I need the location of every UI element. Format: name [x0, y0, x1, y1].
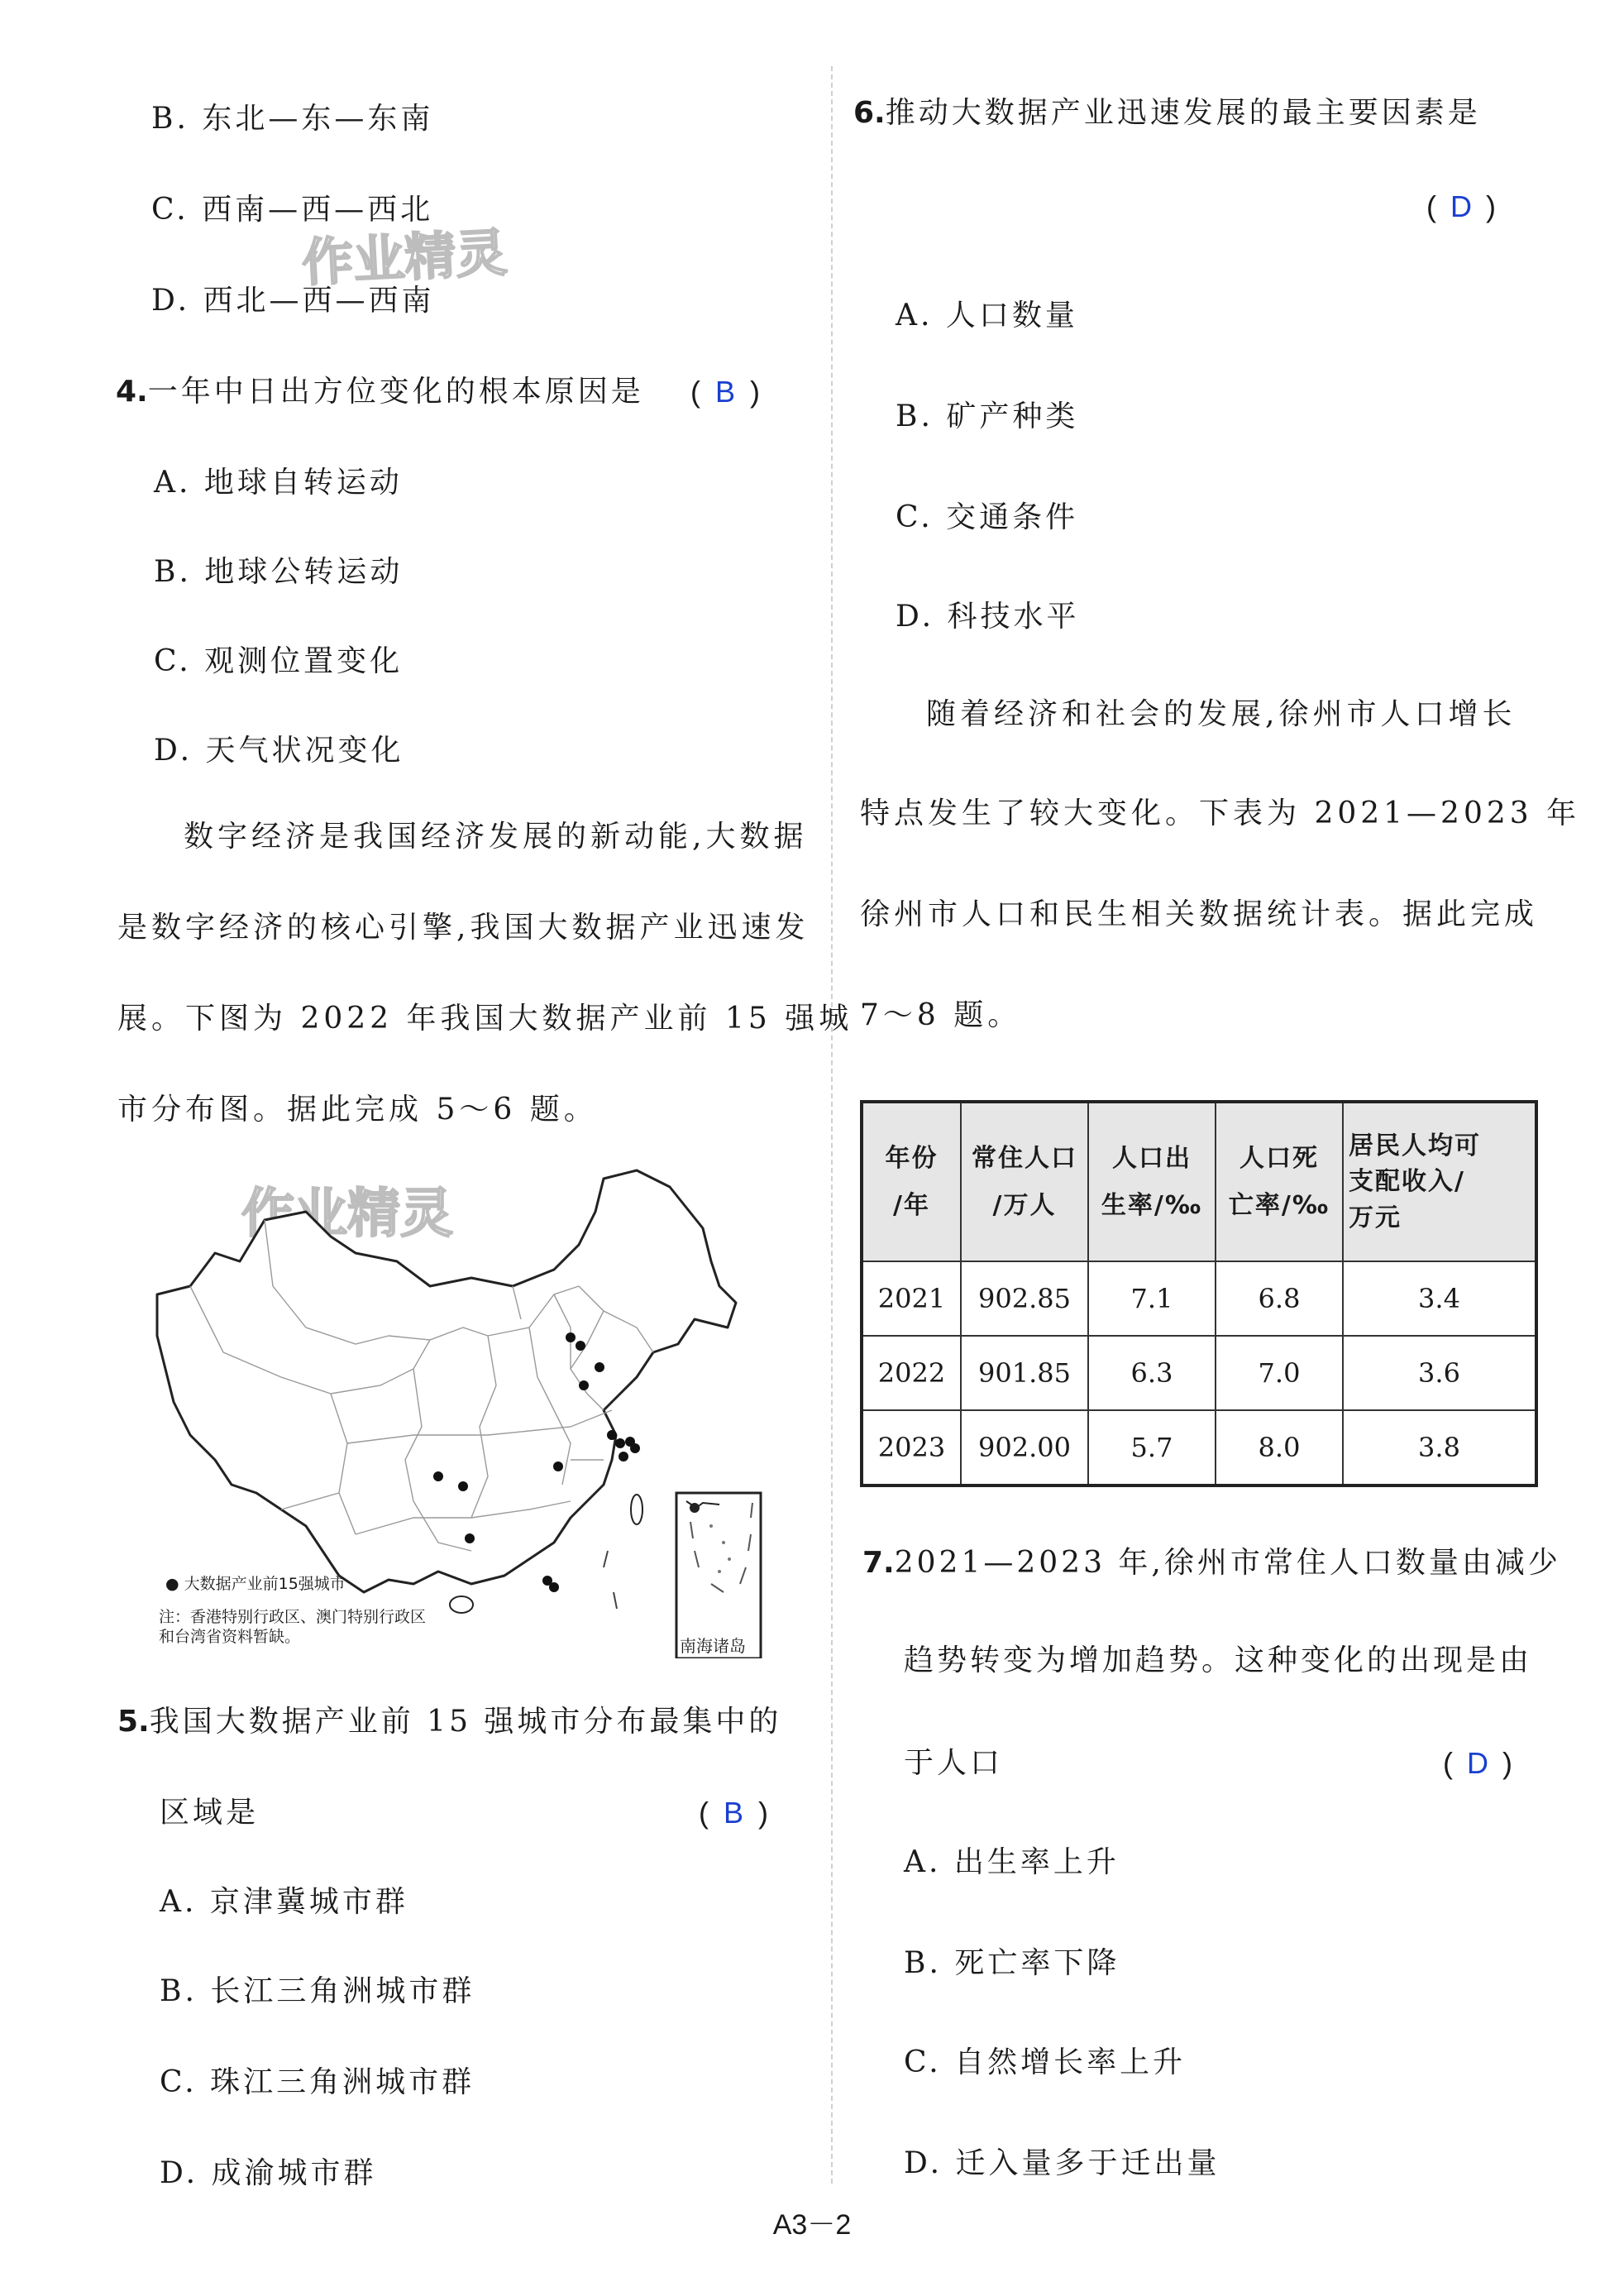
- q4-option-c: C. 观测位置变化: [154, 644, 404, 678]
- table-cell: 3.8: [1343, 1410, 1536, 1485]
- city-dot: [607, 1430, 617, 1440]
- answer-bracket: ( D ): [1443, 1746, 1512, 1780]
- south-sea-inset: [676, 1493, 761, 1658]
- question-7-stem-line-2: 趋势转变为增加趋势。这种变化的出现是由: [904, 1643, 1533, 1677]
- intro-paragraph-line: 特点发生了较大变化。下表为 2021—2023 年: [860, 797, 1581, 830]
- table-cell: 8.0: [1216, 1410, 1343, 1485]
- city-dot: [549, 1582, 559, 1592]
- header-cell: 年份 /年: [862, 1102, 961, 1261]
- city-dot: [465, 1533, 475, 1543]
- hainan-island: [450, 1596, 473, 1613]
- table-cell: 902.85: [961, 1261, 1088, 1336]
- q6-option-a: A. 人口数量: [896, 299, 1078, 332]
- table-cell: 6.3: [1088, 1336, 1216, 1410]
- intro-paragraph-line: 数字经济是我国经济发展的新动能,大数据: [184, 820, 808, 854]
- intro-paragraph-line: 随着经济和社会的发展,徐州市人口增长: [926, 697, 1517, 731]
- question-number: 6.: [853, 96, 886, 130]
- china-outline: [157, 1170, 736, 1592]
- table-cell: 5.7: [1088, 1410, 1216, 1485]
- city-dot: [619, 1452, 628, 1462]
- inset-label: 南海诸岛: [680, 1636, 746, 1656]
- header-cell: 人口死 亡率/‰: [1216, 1102, 1343, 1261]
- intro-paragraph-line: 7～8 题。: [860, 998, 1022, 1032]
- city-dot: [595, 1362, 604, 1372]
- q4-option-b: B. 地球公转运动: [154, 555, 404, 589]
- table-cell: 3.6: [1343, 1336, 1536, 1410]
- question-5-stem-line-2: 区域是: [160, 1796, 260, 1830]
- q7-option-b: B. 死亡率下降: [904, 1946, 1120, 1980]
- q6-option-b: B. 矿产种类: [896, 399, 1079, 433]
- city-dot: [576, 1341, 585, 1351]
- intro-paragraph-line: 展。下图为 2022 年我国大数据产业前 15 强城: [117, 1002, 853, 1036]
- q5-option-c: C. 珠江三角洲城市群: [160, 2065, 475, 2099]
- intro-paragraph-line: 市分布图。据此完成 5～6 题。: [117, 1093, 598, 1127]
- question-stem: 推动大数据产业迅速发展的最主要因素是: [885, 96, 1481, 130]
- map-note: 注：香港特别行政区、澳门特别行政区: [159, 1608, 427, 1626]
- q3-option-d: D. 西北—西—西南: [151, 284, 435, 318]
- table-cell: 2022: [862, 1336, 961, 1410]
- city-dot: [579, 1380, 589, 1390]
- city-dot: [566, 1332, 576, 1342]
- header-cell: 居民人均可 支配收入/ 万元: [1343, 1102, 1536, 1261]
- page-number: A3－2: [772, 2209, 852, 2241]
- table-cell: 902.00: [961, 1410, 1088, 1485]
- table-cell: 7.0: [1216, 1336, 1343, 1410]
- column-divider: [831, 66, 833, 2184]
- city-dot: [553, 1462, 563, 1471]
- table-header-row: [862, 1102, 1536, 1261]
- watermark: 作业精灵: [300, 222, 509, 294]
- intro-paragraph-line: 是数字经济的核心引擎,我国大数据产业迅速发: [117, 911, 810, 945]
- q6-option-c: C. 交通条件: [896, 500, 1079, 534]
- q3-option-b: B. 东北—东—东南: [151, 102, 434, 136]
- table-row: [862, 1336, 1536, 1410]
- answer-letter: D: [1450, 189, 1472, 223]
- city-dot: [433, 1471, 443, 1481]
- table-cell: 3.4: [1343, 1261, 1536, 1336]
- city-dot: [615, 1438, 625, 1448]
- watermark: 作业精灵: [241, 1184, 453, 1245]
- answer-bracket: ( B ): [690, 375, 760, 409]
- header-cell: 人口出 生率/‰: [1088, 1102, 1216, 1261]
- table-cell: 901.85: [961, 1336, 1088, 1410]
- answer-letter: B: [723, 1796, 743, 1830]
- q7-option-d: D. 迁入量多于迁出量: [904, 2146, 1220, 2180]
- header-cell: 常住人口 /万人: [961, 1102, 1088, 1261]
- table-cell: 7.1: [1088, 1261, 1216, 1336]
- table-cell: 2021: [862, 1261, 961, 1336]
- sea-dash-line: [604, 1551, 617, 1609]
- question-4: [116, 374, 644, 409]
- question-number: 4.: [116, 375, 148, 409]
- table-cell: 2023: [862, 1410, 961, 1485]
- answer-bracket: ( B ): [699, 1796, 768, 1830]
- city-dot: [630, 1443, 640, 1453]
- map-note: 和台湾省资料暂缺。: [159, 1628, 301, 1646]
- q6-option-d: D. 科技水平: [896, 600, 1080, 634]
- question-6: [853, 95, 1481, 131]
- question-7: [862, 1545, 1561, 1581]
- table-cell: 6.8: [1216, 1261, 1343, 1336]
- taiwan-island: [631, 1495, 642, 1524]
- answer-bracket: ( D ): [1426, 189, 1496, 223]
- table-row: [862, 1410, 1536, 1485]
- map-legend: ● 大数据产业前15强城市: [165, 1575, 346, 1593]
- china-map-figure: [141, 1162, 810, 1658]
- q4-option-d: D. 天气状况变化: [154, 734, 404, 768]
- answer-letter: B: [714, 375, 735, 409]
- question-number: 7.: [862, 1546, 895, 1580]
- q5-option-a: A. 京津冀城市群: [160, 1885, 408, 1919]
- city-dot: [458, 1481, 468, 1491]
- table-row: [862, 1261, 1536, 1336]
- q7-option-a: A. 出生率上升: [904, 1845, 1120, 1879]
- question-5: [117, 1704, 781, 1739]
- question-number: 5.: [117, 1705, 150, 1739]
- question-stem: 我国大数据产业前 15 强城市分布最集中的: [149, 1705, 782, 1739]
- answer-letter: D: [1467, 1746, 1488, 1780]
- q7-option-c: C. 自然增长率上升: [904, 2045, 1187, 2079]
- q3-option-c: C. 西南—西—西北: [151, 193, 434, 227]
- population-stats-table: [860, 1100, 1538, 1487]
- q5-option-b: B. 长江三角洲城市群: [160, 1974, 475, 2008]
- question-stem: 2021—2023 年,徐州市常住人口数量由减少: [894, 1546, 1561, 1580]
- question-stem: 一年中日出方位变化的根本原因是: [147, 375, 644, 409]
- q4-option-a: A. 地球自转运动: [154, 466, 403, 500]
- q5-option-d: D. 成渝城市群: [160, 2156, 377, 2190]
- intro-paragraph-line: 徐州市人口和民生相关数据统计表。据此完成: [860, 897, 1539, 931]
- question-7-stem-line-3: 于人口: [904, 1746, 1004, 1780]
